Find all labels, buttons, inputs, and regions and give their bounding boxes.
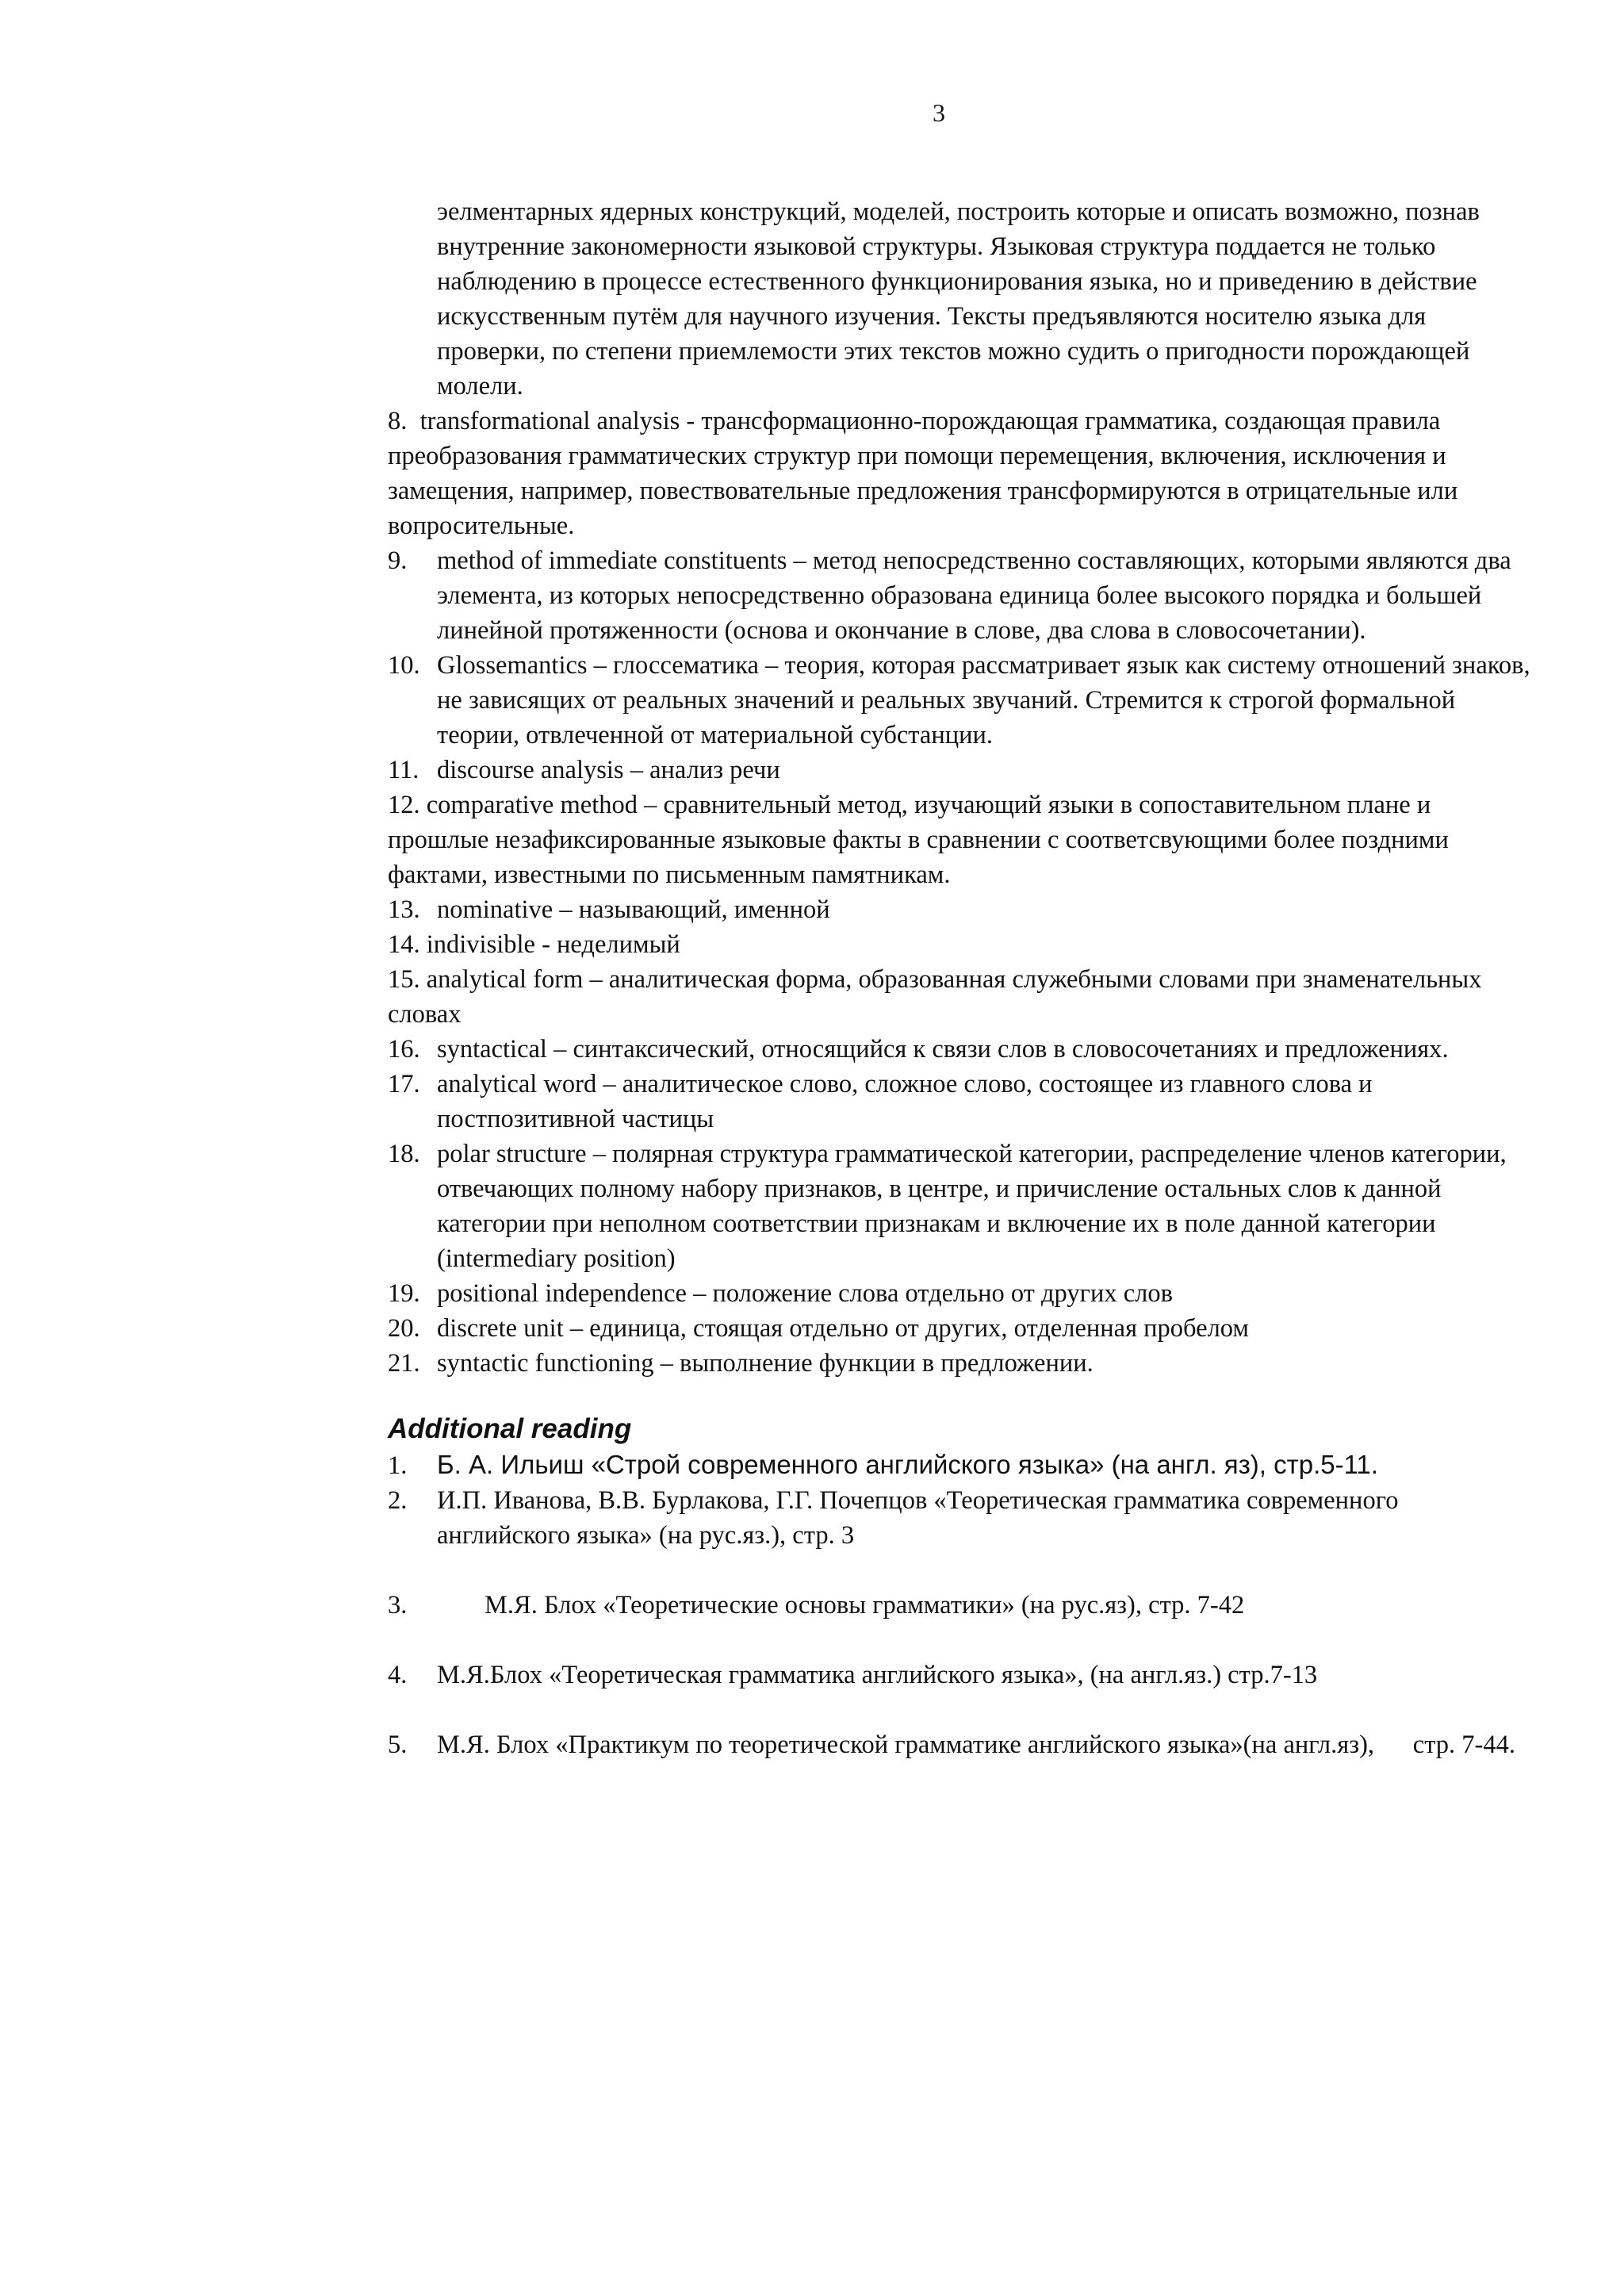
term-number: 15. xyxy=(388,965,420,994)
reading-item xyxy=(388,1483,1538,1553)
term-number: 10. xyxy=(388,651,420,680)
intro-continuation: эелментарных ядерных конструкций, моделей, построить которые и описать возможно, познав внутренние закономерности языковой структуры. Языковая структура поддается не только наблюдению в процессе естественного функционирования языка, но и приведению в действие искусственным путём для научного изучения. Тексты предъявляются носителю языка для проверки, по степени приемлемости этих текстов можно судить о пригодности порождающей молели. xyxy=(437,197,1480,401)
reading-text: И.П. Иванова, В.В. Бурлакова, Г.Г. Почепцов «Теоретическая грамматика современного английского языка» (на рус.яз.), стр. 3 xyxy=(437,1486,1399,1550)
reading-item xyxy=(388,1447,1538,1483)
term-item xyxy=(388,962,1538,1032)
reading-number: 3. xyxy=(388,1591,408,1619)
term-item xyxy=(388,1276,1538,1311)
reading-item xyxy=(388,1658,1538,1692)
term-number: 19. xyxy=(388,1279,420,1308)
term-text: indivisible - неделимый xyxy=(426,930,680,959)
term-number: 12. xyxy=(388,791,420,819)
reading-text: М.Я. Блох «Практикум по теоретической грамматике английского языка»(на англ.яз), стр. 7-44. xyxy=(437,1731,1515,1759)
reading-item xyxy=(388,1588,1538,1623)
term-item xyxy=(388,404,1538,543)
term-item xyxy=(388,892,1538,927)
term-text: discourse analysis – анализ речи xyxy=(437,756,780,784)
term-text: nominative – называющий, именной xyxy=(437,895,830,924)
term-number: 16. xyxy=(388,1035,420,1064)
page-content xyxy=(388,194,1538,1762)
reading-text: М.Я.Блох «Теоретическая грамматика английского языка», (на англ.яз.) стр.7-13 xyxy=(437,1661,1318,1689)
reading-number: 4. xyxy=(388,1661,408,1689)
term-item xyxy=(388,1311,1538,1346)
term-text: polar structure – полярная структура грамматической категории, распределение членов категории, отвечающих полному набору признаков, в центре, и причисление остальных слов к данной категории при неполном соответствии признакам и включение их в поле данной категории (intermediary position) xyxy=(437,1140,1507,1273)
term-text: method of immediate constituents – метод непосредственно составляющих, которыми являются два элемента, из которых непосредственно образована единица более высокого порядка и большей линейной протяженности (основа и окончание в слове, два слова в словосочетании). xyxy=(437,546,1511,645)
term-number: 17. xyxy=(388,1070,420,1098)
term-number: 11. xyxy=(388,756,419,784)
term-item xyxy=(388,1067,1538,1137)
term-item xyxy=(388,1137,1538,1276)
term-number: 8. xyxy=(388,407,408,435)
term-item xyxy=(388,648,1538,753)
reading-number: 2. xyxy=(388,1486,408,1515)
term-text: analytical word – аналитическое слово, сложное слово, состоящее из главного слова и постпозитивной частицы xyxy=(437,1070,1373,1133)
term-item xyxy=(388,753,1538,788)
reading-number: 1. xyxy=(388,1451,408,1480)
term-text: syntactic functioning – выполнение функции в предложении. xyxy=(437,1349,1094,1378)
term-text: comparative method – сравнительный метод, изучающий языки в сопоставительном плане и прошлые незафиксированные языковые факты в сравнении с соответсвующими более поздними фактами, известными по письменным памятникам. xyxy=(388,791,1449,889)
term-item xyxy=(388,1032,1538,1067)
term-item xyxy=(388,927,1538,962)
term-item xyxy=(388,788,1538,892)
term-number: 13. xyxy=(388,895,420,924)
term-text: analytical form – аналитическая форма, образованная служебными словами при знаменательных словах xyxy=(388,965,1482,1029)
reading-text: Б. А. Ильиш «Строй современного английского языка» (на англ. яз), стр.5-11. xyxy=(437,1450,1379,1479)
term-item xyxy=(388,1346,1538,1381)
reading-item xyxy=(388,1727,1538,1762)
term-number: 18. xyxy=(388,1140,420,1168)
term-number: 20. xyxy=(388,1314,420,1343)
term-text: transformational analysis - трансформационно-порождающая грамматика, создающая правила преобразования грамматических структур при помощи перемещения, включения, исключения и замещения, например, повествовательные предложения трансформируются в отрицательные или вопросительные. xyxy=(388,407,1458,540)
term-text: syntactical – синтаксический, относящийся к связи слов в словосочетаниях и предложениях. xyxy=(437,1035,1449,1064)
term-text: positional independence – положение слова отдельно от других слов xyxy=(437,1279,1173,1308)
section-heading: Additional reading xyxy=(388,1413,632,1444)
reading-number: 5. xyxy=(388,1731,408,1759)
term-number: 21. xyxy=(388,1349,420,1378)
term-item xyxy=(388,543,1538,648)
reading-text: М.Я. Блох «Теоретические основы грамматики» (на рус.яз), стр. 7-42 xyxy=(485,1591,1245,1619)
term-text: discrete unit – единица, стоящая отдельно от других, отделенная пробелом xyxy=(437,1314,1249,1343)
term-number: 14. xyxy=(388,930,420,959)
term-number: 9. xyxy=(388,546,408,575)
term-text: Glossemantics – глоссематика – теория, которая рассматривает язык как систему отношений знаков, не зависящих от реальных значений и реальных звучаний. Стремится к строгой формальной теории, отвлеченной от материальной субстанции. xyxy=(437,651,1530,749)
page-number: 3 xyxy=(933,98,945,127)
